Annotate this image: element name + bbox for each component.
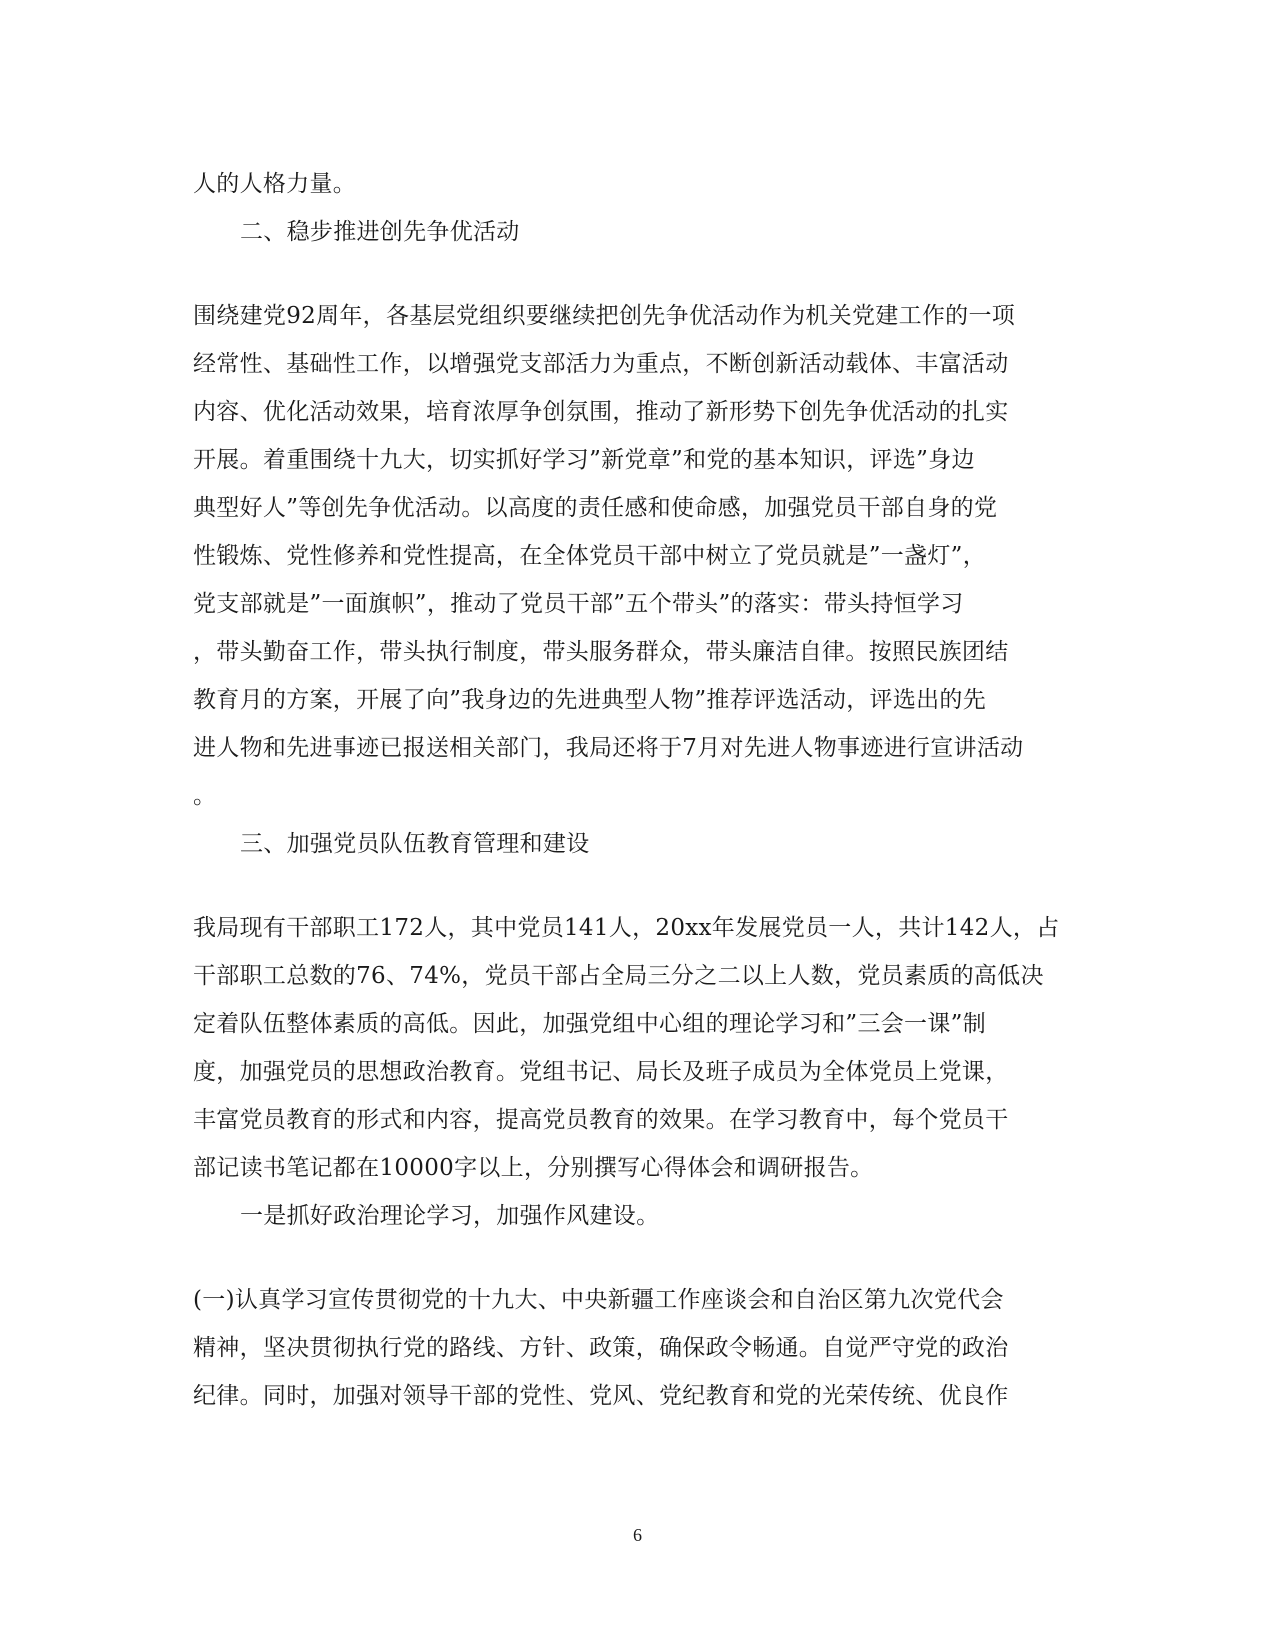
paragraph-line: 典型好人”等创先争优活动。以高度的责任感和使命感，加强党员干部自身的党 xyxy=(193,495,998,521)
paragraph-line: 干部职工总数的76、74%，党员干部占全局三分之二以上人数，党员素质的高低决 xyxy=(193,963,1044,989)
paragraph-line: 人的人格力量。 xyxy=(193,171,357,197)
section-heading: 三、加强党员队伍教育管理和建设 xyxy=(240,831,590,857)
paragraph-line: 党支部就是”一面旗帜”，推动了党员干部”五个带头”的落实：带头持恒学习 xyxy=(193,591,964,617)
section-heading: 二、稳步推进创先争优活动 xyxy=(240,219,520,245)
paragraph-line: 定着队伍整体素质的高低。因此，加强党组中心组的理论学习和”三会一课”制 xyxy=(193,1011,987,1037)
page-number: 6 xyxy=(633,1525,642,1545)
paragraph-line: 丰富党员教育的形式和内容，提高党员教育的效果。在学习教育中，每个党员干 xyxy=(193,1107,1009,1133)
paragraph-line: 经常性、基础性工作，以增强党支部活力为重点，不断创新活动载体、丰富活动 xyxy=(193,351,1009,377)
paragraph-line: 进人物和先进事迹已报送相关部门，我局还将于7月对先进人物事迹进行宣讲活动 xyxy=(193,735,1024,761)
paragraph-line: 围绕建党92周年，各基层党组织要继续把创先争优活动作为机关党建工作的一项 xyxy=(193,303,1016,329)
paragraph-line: 性锻炼、党性修养和党性提高，在全体党员干部中树立了党员就是”一盏灯”， xyxy=(193,543,987,569)
paragraph xyxy=(193,1276,1083,1420)
paragraph-line: 内容、优化活动效果，培育浓厚争创氛围，推动了新形势下创先争优活动的扎实 xyxy=(193,399,1009,425)
paragraph-line: 开展。着重围绕十九大，切实抓好学习”新党章”和党的基本知识，评选”身边 xyxy=(193,447,975,473)
paragraph xyxy=(193,292,1083,820)
section-heading: 一是抓好政治理论学习，加强作风建设。 xyxy=(240,1203,660,1229)
paragraph-line: 精神，坚决贯彻执行党的路线、方针、政策，确保政令畅通。自觉严守党的政治 xyxy=(193,1335,1009,1361)
paragraph-line: 度，加强党员的思想政治教育。党组书记、局长及班子成员为全体党员上党课， xyxy=(193,1059,1009,1085)
document-body xyxy=(193,160,1083,1420)
paragraph-line: (一)认真学习宣传贯彻党的十九大、中央新疆工作座谈会和自治区第九次党代会 xyxy=(193,1287,1004,1313)
paragraph-line: 。 xyxy=(193,783,217,809)
paragraph-line: 我局现有干部职工172人，其中党员141人，20xx年发展党员一人，共计142人，占 xyxy=(193,915,1060,941)
paragraph xyxy=(193,904,1083,1192)
paragraph-line: ，带头勤奋工作，带头执行制度，带头服务群众，带头廉洁自律。按照民族团结 xyxy=(193,639,1009,665)
paragraph-line: 教育月的方案，开展了向”我身边的先进典型人物”推荐评选活动，评选出的先 xyxy=(193,687,987,713)
paragraph-line: 纪律。同时，加强对领导干部的党性、党风、党纪教育和党的光荣传统、优良作 xyxy=(193,1383,1009,1409)
paragraph-line: 部记读书笔记都在10000字以上，分别撰写心得体会和调研报告。 xyxy=(193,1155,874,1181)
